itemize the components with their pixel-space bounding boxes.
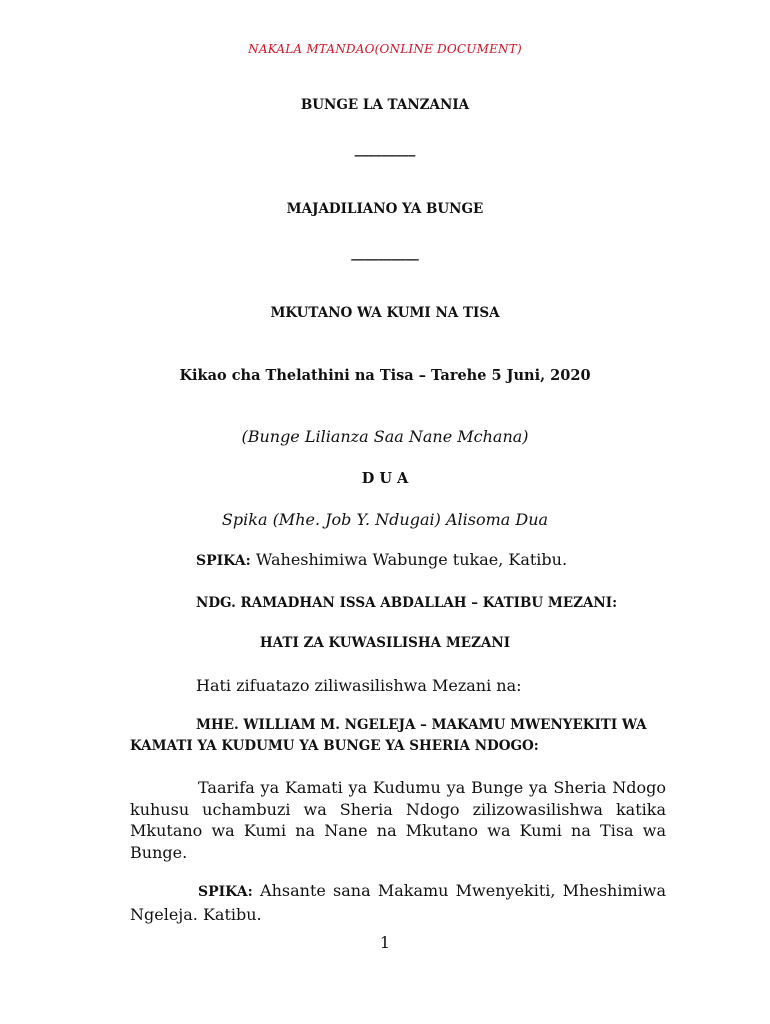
speaker-label: SPIKA: (198, 884, 253, 900)
mp-heading-line2: KAMATI YA KUDUMU YA BUNGE YA SHERIA NDOGO: (130, 738, 539, 754)
separator-line: _________ (354, 141, 416, 157)
speaker-statement (196, 550, 567, 569)
opening-line: (Bunge Lilianza Saa Nane Mchana) (241, 427, 529, 446)
session-line: Kikao cha Thelathini na Tisa – Tarehe 5 Juni, 2020 (179, 367, 591, 384)
prayer-heading: D U A (361, 470, 409, 487)
online-document-header: NAKALA MTANDAO(ONLINE DOCUMENT) (248, 42, 522, 56)
mp-heading-line1: MHE. WILLIAM M. NGELEJA – MAKAMU MWENYEKITI WA (196, 717, 647, 733)
report-text: Taarifa ya Kamati ya Kudumu ya Bunge ya Sheria Ndogo kuhusu uchambuzi wa Sheria Ndogo zilizowasilishwa katika Mkutano wa Kumi na Nane na Mkutano wa Kumi na Tisa wa Bunge. (130, 778, 666, 862)
speaker-label: SPIKA: (196, 553, 251, 569)
separator-line: __________ (351, 245, 419, 261)
papers-intro: Hati zifuatazo ziliwasilishwa Mezani na: (196, 676, 522, 695)
speaker-statement (130, 880, 666, 925)
clerk-heading: NDG. RAMADHAN ISSA ABDALLAH – KATIBU MEZANI: (196, 595, 618, 611)
prayer-line: Spika (Mhe. Job Y. Ndugai) Alisoma Dua (221, 510, 549, 529)
report-paragraph (130, 777, 666, 863)
meeting-heading: MKUTANO WA KUMI NA TISA (270, 305, 500, 321)
document-title: BUNGE LA TANZANIA (300, 97, 470, 113)
document-subtitle: MAJADILIANO YA BUNGE (286, 201, 484, 217)
speaker-text: Ahsante sana Makamu Mwenyekiti, Mheshimiwa Ngeleja. Katibu. (130, 881, 666, 924)
papers-heading: HATI ZA KUWASILISHA MEZANI (259, 635, 511, 651)
page-number: 1 (379, 933, 391, 952)
speaker-text: Waheshimiwa Wabunge tukae, Katibu. (255, 550, 568, 569)
